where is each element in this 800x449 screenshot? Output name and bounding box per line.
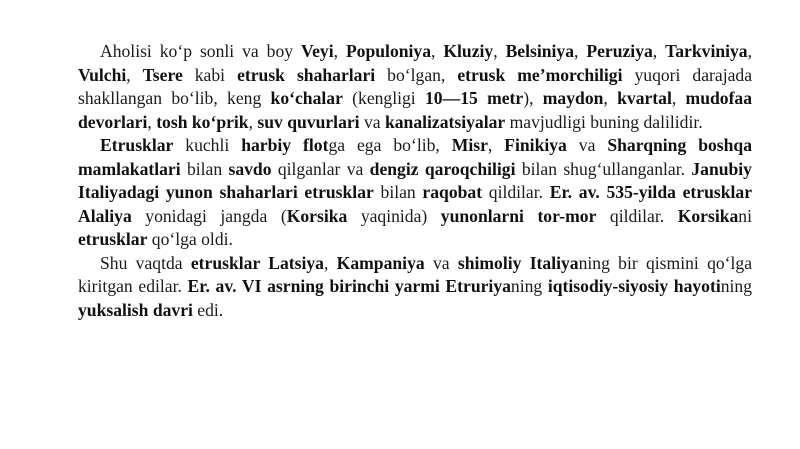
bold-term: Misr	[451, 135, 488, 155]
text-run: ,	[671, 88, 686, 108]
bold-term: Sharqning boshqa mamlakatlari	[78, 135, 753, 179]
bold-term: Tsere	[142, 64, 183, 85]
text-run: edi.	[192, 299, 224, 320]
text-run: ga ega bo‘lib,	[328, 135, 452, 155]
text-run: bo‘lgan,	[375, 64, 458, 85]
paragraph-etruscan-fleet	[78, 134, 752, 252]
bold-term: Etrusklar	[100, 135, 174, 155]
text-run: va	[566, 135, 608, 155]
bold-term: ko‘chalar	[270, 88, 343, 108]
text-run: ning	[510, 276, 548, 296]
bold-term: Korsika	[677, 205, 739, 226]
text-run: ,	[493, 41, 506, 61]
bold-term: suv quvurlari	[257, 111, 360, 132]
bold-term: Kampaniya	[336, 252, 425, 273]
bold-term: tosh ko‘prik	[156, 111, 249, 132]
text-run: va	[424, 252, 458, 273]
text-run: ning bir qismini qo‘lga kiritgan edilar.	[78, 252, 753, 296]
text-run: qo‘lga oldi.	[147, 229, 233, 249]
text-run: qilganlar va	[271, 158, 370, 179]
text-run: Shu vaqtda	[100, 252, 191, 273]
text-run: ning	[720, 276, 753, 296]
text-run: yuqori darajada shakllangan bo‘lib, keng	[78, 64, 752, 108]
bold-term: Tarkviniya	[665, 41, 748, 61]
bold-term: dengiz qaroqchiligi	[369, 158, 516, 179]
bold-term: etrusk shaharlari	[237, 64, 376, 85]
bold-term: yuksalish davri	[78, 299, 193, 320]
document-page	[78, 40, 752, 322]
bold-term: raqobat	[422, 182, 483, 202]
bold-term: Veyi	[301, 41, 334, 61]
bold-term: harbiy flot	[241, 135, 329, 155]
text-run: ,	[747, 41, 753, 61]
bold-term: Populoniya	[345, 41, 432, 61]
text-run: ni	[738, 205, 752, 226]
bold-term: kvartal	[617, 88, 672, 108]
bold-term: shimoliy Italiya	[457, 252, 579, 273]
bold-term: mudofaa devorlari	[78, 88, 753, 132]
text-run: ,	[487, 135, 505, 155]
paragraph-etruscan-expansion	[78, 252, 752, 323]
bold-term: Kluziy	[443, 41, 494, 61]
bold-term: yunonlarni tor-mor	[440, 205, 597, 226]
bold-term: Janubiy Italiyadagi yunon shaharlari etrusklar	[78, 158, 752, 202]
bold-term: Er. av. 535-yilda etrusklar Alaliya	[78, 182, 753, 226]
text-run: mavjudligi buning dalilidir.	[505, 111, 703, 132]
text-run: ,	[431, 41, 444, 61]
bold-term: kanalizatsiyalar	[384, 111, 506, 132]
bold-term: etrusklar	[78, 229, 148, 249]
text-run: ,	[323, 252, 337, 273]
text-run: va	[359, 111, 385, 132]
text-run: bilan shug‘ullanganlar.	[515, 158, 692, 179]
text-run: yonidagi jangda (	[131, 205, 287, 226]
text-run: bilan	[180, 158, 229, 179]
bold-term: Korsika	[286, 205, 348, 226]
bold-term: Er. av. VI asrning birinchi yarmi Etruriya	[187, 276, 511, 296]
bold-term: Finikiya	[504, 135, 567, 155]
text-run: ,	[603, 88, 618, 108]
text-run: kabi	[182, 64, 238, 85]
text-run: ,	[574, 41, 587, 61]
bold-term: maydon	[542, 88, 604, 108]
bold-term: Peruziya	[586, 41, 653, 61]
text-run: yaqinida)	[347, 205, 441, 226]
text-run: ,	[126, 64, 143, 85]
bold-term: etrusk me’morchiligi	[457, 64, 623, 85]
text-run: ),	[523, 88, 543, 108]
text-run: bilan	[373, 182, 423, 202]
bold-term: etrusklar Latsiya	[190, 252, 324, 273]
bold-term: savdo	[228, 158, 272, 179]
text-run: Aholisi ko‘p sonli va boy	[100, 41, 301, 61]
text-run: ,	[333, 41, 346, 61]
text-run: qildilar.	[596, 205, 678, 226]
text-run: ,	[147, 111, 157, 132]
bold-term: Belsiniya	[505, 41, 574, 61]
bold-term: iqtisodiy-siyosiy hayoti	[547, 276, 721, 296]
text-run: qildilar.	[482, 182, 550, 202]
bold-term: Vulchi	[78, 64, 127, 85]
text-run: ,	[248, 111, 258, 132]
text-run: (kengligi	[342, 88, 425, 108]
bold-term: 10—15 metr	[425, 88, 524, 108]
text-run: kuchli	[173, 135, 242, 155]
text-run: ,	[652, 41, 666, 61]
paragraph-etruscan-cities	[78, 40, 752, 134]
